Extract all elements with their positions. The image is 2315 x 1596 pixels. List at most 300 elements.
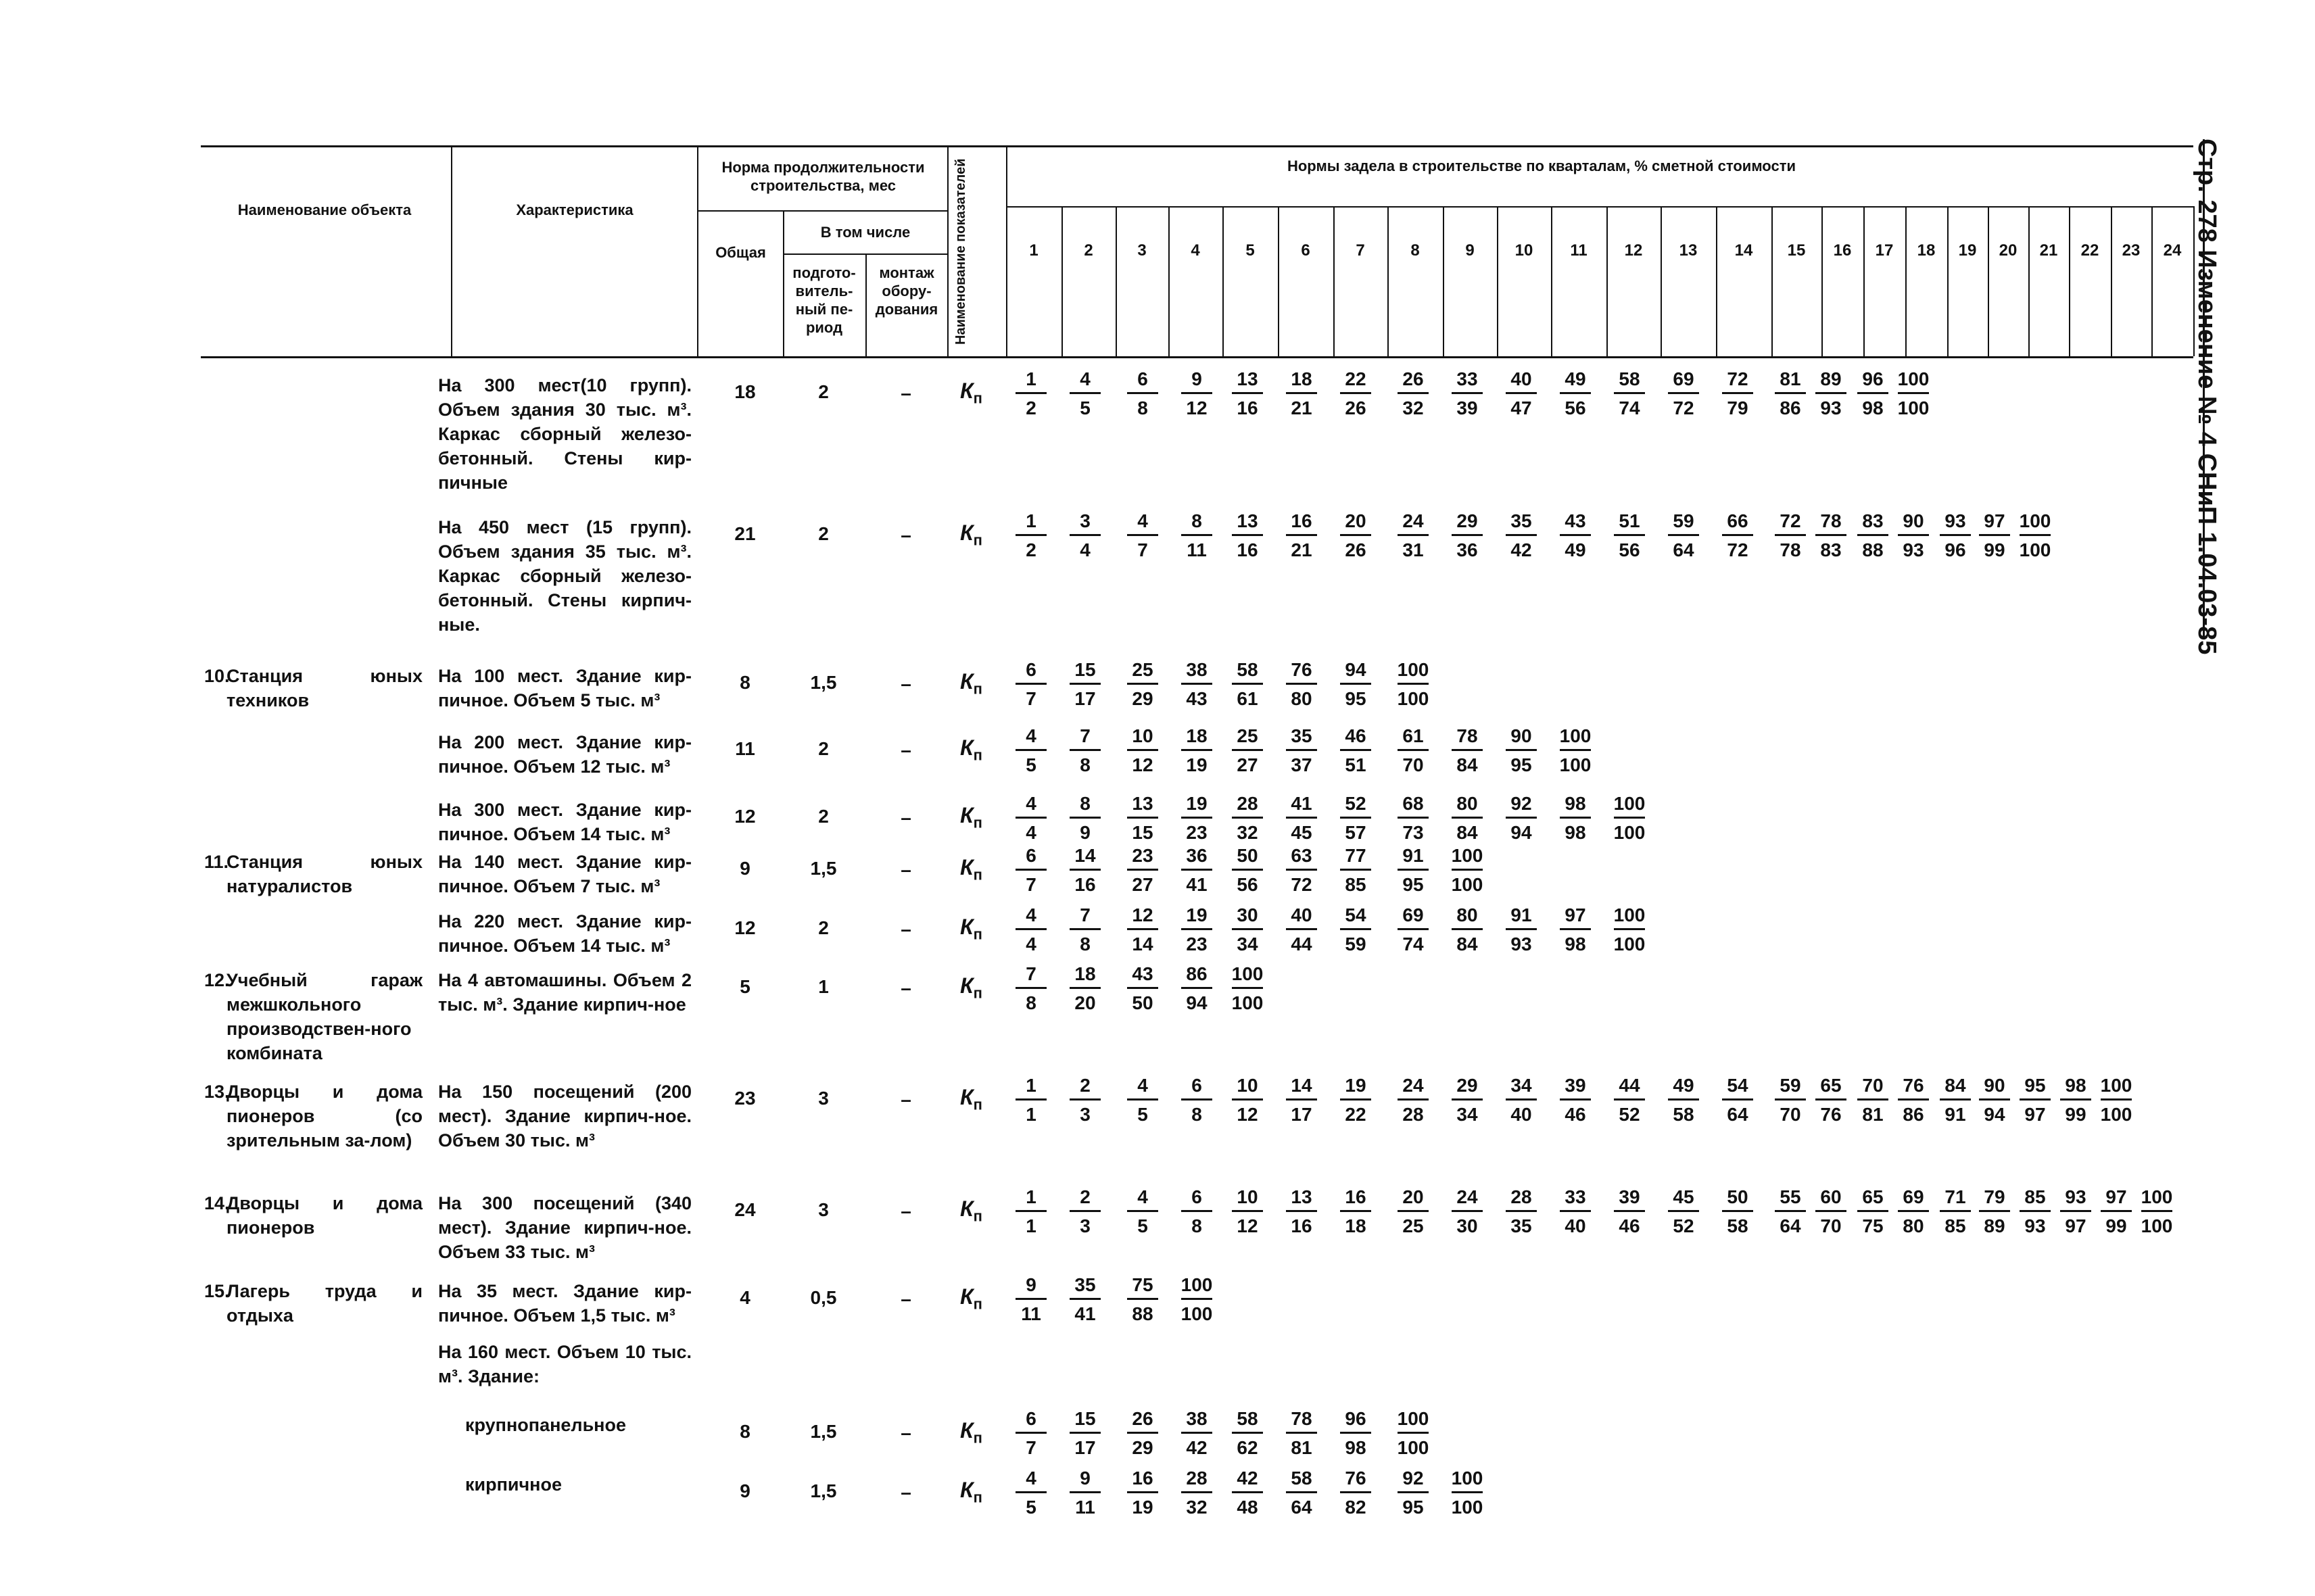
fraction-denominator: 29 bbox=[1132, 688, 1153, 709]
prep-period-value: 2 bbox=[818, 523, 829, 544]
fraction-numerator: 26 bbox=[1402, 368, 1424, 389]
fraction-denominator: 40 bbox=[1510, 1104, 1532, 1125]
fraction-denominator: 88 bbox=[1862, 539, 1884, 560]
col-rule-2 bbox=[697, 145, 698, 356]
backlog-fraction bbox=[1222, 368, 1272, 420]
fraction-bar bbox=[1506, 1210, 1537, 1212]
fraction-bar bbox=[1340, 869, 1371, 871]
fraction-numerator: 20 bbox=[1345, 510, 1366, 531]
fraction-denominator: 46 bbox=[1619, 1215, 1640, 1236]
fraction-bar bbox=[1452, 928, 1483, 930]
fraction-denominator: 9 bbox=[1080, 822, 1091, 843]
fraction-bar bbox=[1232, 1432, 1263, 1434]
fraction-bar bbox=[1815, 392, 1846, 394]
duration-total: 12 bbox=[734, 917, 756, 938]
fraction-bar bbox=[1560, 928, 1591, 930]
fraction-numerator: 49 bbox=[1565, 368, 1586, 389]
backlog-fraction bbox=[1060, 1186, 1110, 1238]
fraction-numerator: 97 bbox=[1984, 510, 2005, 531]
fraction-numerator: 90 bbox=[1903, 510, 1924, 531]
fraction-numerator: 4 bbox=[1080, 368, 1091, 389]
indicator-kp bbox=[960, 1085, 982, 1113]
fraction-bar bbox=[1016, 1491, 1047, 1493]
duration-total: 9 bbox=[740, 1480, 750, 1501]
fraction-numerator: 58 bbox=[1237, 659, 1258, 680]
fraction-numerator: 13 bbox=[1237, 510, 1258, 531]
fraction-numerator: 97 bbox=[1565, 904, 1586, 925]
fraction-numerator: 6 bbox=[1191, 1186, 1202, 1207]
backlog-fraction bbox=[1550, 1074, 1600, 1126]
fraction-numerator: 59 bbox=[1673, 510, 1694, 531]
fraction-bar bbox=[1070, 1210, 1101, 1212]
fraction-denominator: 84 bbox=[1456, 754, 1478, 775]
backlog-fraction bbox=[1222, 658, 1272, 710]
fraction-numerator: 9 bbox=[1080, 1468, 1091, 1489]
fraction-denominator: 29 bbox=[1132, 1437, 1153, 1458]
fraction-denominator: 41 bbox=[1074, 1303, 1096, 1324]
backlog-fraction bbox=[1060, 725, 1110, 777]
fraction-numerator: 58 bbox=[1291, 1468, 1312, 1489]
backlog-fraction bbox=[2010, 510, 2060, 562]
indicator-kp bbox=[960, 855, 982, 884]
fraction-denominator: 8 bbox=[1191, 1215, 1202, 1236]
fraction-numerator: 90 bbox=[1510, 725, 1532, 746]
fraction-denominator: 95 bbox=[1510, 754, 1532, 775]
fraction-numerator: 36 bbox=[1186, 845, 1208, 866]
fraction-bar bbox=[1560, 749, 1591, 751]
fraction-bar bbox=[1940, 534, 1971, 536]
fraction-numerator: 33 bbox=[1456, 368, 1478, 389]
fraction-bar bbox=[1016, 1432, 1047, 1434]
backlog-fraction bbox=[1222, 510, 1272, 562]
duration-total: 18 bbox=[734, 381, 756, 402]
fraction-numerator: 45 bbox=[1673, 1186, 1694, 1207]
fraction-bar bbox=[1614, 534, 1645, 536]
backlog-fraction bbox=[1172, 792, 1222, 844]
characteristic-text: На 300 мест(10 групп). Объем здания 30 тыс. м³. Каркас сборный железо-бетонный. Стены кир-пичные bbox=[438, 375, 692, 493]
fraction-denominator: 62 bbox=[1237, 1437, 1258, 1458]
backlog-fraction bbox=[1496, 725, 1546, 777]
fraction-numerator: 51 bbox=[1619, 510, 1640, 531]
fraction-numerator: 68 bbox=[1402, 793, 1424, 814]
fraction-numerator: 6 bbox=[1026, 845, 1036, 866]
fraction-bar bbox=[2101, 1098, 2132, 1101]
backlog-fraction bbox=[1388, 1407, 1438, 1459]
backlog-fraction bbox=[1222, 725, 1272, 777]
prep-period-value: 2 bbox=[818, 917, 829, 938]
fraction-bar bbox=[1016, 749, 1047, 751]
quarter-col-rule bbox=[2151, 206, 2153, 356]
fraction-denominator: 12 bbox=[1132, 754, 1153, 775]
object-name: Лагерь труда и отдыха bbox=[226, 1281, 423, 1326]
fraction-numerator: 40 bbox=[1291, 904, 1312, 925]
fraction-denominator: 100 bbox=[1613, 822, 1646, 843]
fraction-bar bbox=[1016, 817, 1047, 819]
fraction-bar bbox=[2060, 1098, 2091, 1101]
fraction-bar bbox=[1452, 817, 1483, 819]
fraction-bar bbox=[1181, 987, 1212, 989]
backlog-fraction bbox=[2091, 1074, 2141, 1126]
indicator-subscript: п bbox=[973, 866, 982, 884]
fraction-numerator: 89 bbox=[1820, 368, 1842, 389]
fraction-denominator: 100 bbox=[1231, 992, 1264, 1013]
fraction-bar bbox=[1506, 749, 1537, 751]
backlog-fraction bbox=[1172, 658, 1222, 710]
fraction-numerator: 4 bbox=[1026, 793, 1036, 814]
equipment-install-value: – bbox=[901, 1482, 911, 1503]
table-header-bottom-rule bbox=[201, 356, 2193, 358]
duration-total: 11 bbox=[735, 738, 755, 759]
fraction-bar bbox=[2141, 1210, 2172, 1212]
fraction-denominator: 52 bbox=[1619, 1104, 1640, 1125]
object-number: 10. bbox=[204, 666, 230, 686]
indicator-letter: К bbox=[960, 1196, 974, 1221]
quarter-col-rule bbox=[1661, 206, 1662, 356]
quarter-col-rule bbox=[1771, 206, 1773, 356]
col-rule-5 bbox=[947, 145, 949, 356]
fraction-numerator: 92 bbox=[1510, 793, 1532, 814]
equipment-install-value: – bbox=[901, 525, 911, 546]
fraction-numerator: 58 bbox=[1619, 368, 1640, 389]
equipment-install-value: – bbox=[901, 1089, 911, 1110]
fraction-denominator: 2 bbox=[1026, 539, 1036, 560]
backlog-fraction bbox=[1496, 792, 1546, 844]
fraction-denominator: 85 bbox=[1345, 874, 1366, 895]
fraction-numerator: 6 bbox=[1026, 659, 1036, 680]
object-number: 14. bbox=[204, 1193, 230, 1213]
fraction-numerator: 24 bbox=[1456, 1186, 1478, 1207]
fraction-denominator: 43 bbox=[1186, 688, 1208, 709]
fraction-bar bbox=[1506, 534, 1537, 536]
quarter-number: 21 bbox=[2039, 241, 2058, 260]
fraction-numerator: 100 bbox=[2019, 510, 2051, 531]
fraction-numerator: 1 bbox=[1026, 368, 1036, 389]
fraction-denominator: 97 bbox=[2024, 1104, 2046, 1125]
fraction-numerator: 8 bbox=[1080, 793, 1091, 814]
header-total: Общая bbox=[715, 244, 766, 261]
quarter-number: 16 bbox=[1833, 241, 1852, 260]
backlog-fraction bbox=[1276, 368, 1327, 420]
fraction-numerator: 16 bbox=[1132, 1468, 1153, 1489]
backlog-fraction bbox=[1118, 1186, 1168, 1238]
fraction-bar bbox=[1560, 817, 1591, 819]
fraction-numerator: 55 bbox=[1780, 1186, 1801, 1207]
backlog-fraction bbox=[1172, 1407, 1222, 1459]
fraction-bar bbox=[1127, 683, 1158, 685]
fraction-denominator: 17 bbox=[1074, 1437, 1096, 1458]
backlog-fraction bbox=[1222, 1407, 1272, 1459]
fraction-bar bbox=[1452, 392, 1483, 394]
quarter-col-rule bbox=[2028, 206, 2030, 356]
backlog-fraction bbox=[1006, 1074, 1056, 1126]
backlog-fraction bbox=[1118, 844, 1168, 896]
backlog-fraction bbox=[1442, 368, 1492, 420]
fraction-denominator: 56 bbox=[1565, 397, 1586, 418]
backlog-fraction bbox=[1006, 658, 1056, 710]
object-name: Дворцы и дома пионеров (со зрительным за-лом) bbox=[226, 1082, 423, 1151]
fraction-numerator: 100 bbox=[2100, 1075, 2132, 1096]
prep-period-value: 1 bbox=[818, 976, 829, 997]
backlog-fraction bbox=[1442, 1186, 1492, 1238]
fraction-denominator: 16 bbox=[1291, 1215, 1312, 1236]
fraction-denominator: 81 bbox=[1291, 1437, 1312, 1458]
fraction-numerator: 4 bbox=[1026, 725, 1036, 746]
fraction-numerator: 91 bbox=[1402, 845, 1424, 866]
fraction-bar bbox=[1506, 1098, 1537, 1101]
fraction-numerator: 25 bbox=[1237, 725, 1258, 746]
fraction-numerator: 7 bbox=[1080, 725, 1091, 746]
fraction-denominator: 17 bbox=[1074, 688, 1096, 709]
fraction-denominator: 100 bbox=[1397, 1437, 1429, 1458]
fraction-numerator: 8 bbox=[1191, 510, 1202, 531]
prep-period-value: 3 bbox=[818, 1199, 829, 1220]
fraction-bar bbox=[1815, 1098, 1846, 1101]
backlog-fraction bbox=[1118, 725, 1168, 777]
backlog-fraction bbox=[1060, 792, 1110, 844]
backlog-fraction bbox=[1276, 1074, 1327, 1126]
header-backlog-norms: Нормы задела в строительстве по кварталам, % сметной стоимости bbox=[1287, 158, 1796, 174]
fraction-denominator: 30 bbox=[1456, 1215, 1478, 1236]
characteristic-text: кирпичное bbox=[465, 1474, 563, 1495]
backlog-fraction bbox=[1496, 510, 1546, 562]
backlog-fraction bbox=[1276, 844, 1327, 896]
fraction-denominator: 89 bbox=[1984, 1215, 2005, 1236]
fraction-numerator: 4 bbox=[1026, 904, 1036, 925]
fraction-denominator: 22 bbox=[1345, 1104, 1366, 1125]
backlog-fraction bbox=[1118, 1274, 1168, 1326]
characteristic-text: На 300 посещений (340 мест). Здание кирпич-ное. Объем 33 тыс. м³ bbox=[438, 1193, 692, 1262]
backlog-fraction bbox=[1118, 510, 1168, 562]
fraction-denominator: 95 bbox=[1345, 688, 1366, 709]
fraction-numerator: 29 bbox=[1456, 1075, 1478, 1096]
quarter-number: 5 bbox=[1245, 241, 1255, 260]
fraction-denominator: 46 bbox=[1565, 1104, 1586, 1125]
fraction-bar bbox=[1340, 1491, 1371, 1493]
fraction-bar bbox=[1815, 534, 1846, 536]
equipment-install-value: – bbox=[901, 1288, 911, 1309]
indicator-subscript: п bbox=[973, 1096, 982, 1113]
backlog-fraction bbox=[1442, 510, 1492, 562]
fraction-numerator: 4 bbox=[1026, 1468, 1036, 1489]
fraction-numerator: 77 bbox=[1345, 845, 1366, 866]
backlog-fraction bbox=[1006, 1186, 1056, 1238]
fraction-bar bbox=[1398, 817, 1429, 819]
backlog-fraction bbox=[1331, 368, 1381, 420]
fraction-bar bbox=[1070, 1432, 1101, 1434]
quarter-number: 17 bbox=[1875, 241, 1894, 260]
fraction-numerator: 16 bbox=[1291, 510, 1312, 531]
fraction-denominator: 86 bbox=[1780, 397, 1801, 418]
fraction-bar bbox=[1181, 749, 1212, 751]
backlog-fraction bbox=[1006, 904, 1056, 956]
fraction-numerator: 1 bbox=[1026, 1186, 1036, 1207]
duration-total: 24 bbox=[734, 1199, 756, 1220]
backlog-fraction bbox=[1550, 1186, 1600, 1238]
backlog-fraction bbox=[1496, 1074, 1546, 1126]
equipment-install-value: – bbox=[901, 383, 911, 404]
fraction-numerator: 54 bbox=[1727, 1075, 1748, 1096]
backlog-fraction bbox=[1604, 904, 1654, 956]
equipment-install-value: – bbox=[901, 673, 911, 694]
indicator-kp bbox=[960, 1284, 982, 1313]
fraction-bar bbox=[1668, 1098, 1699, 1101]
fraction-bar bbox=[1775, 1098, 1806, 1101]
duration-total: 8 bbox=[740, 672, 750, 693]
characteristic-text: На 35 мест. Здание кир-пичное. Объем 1,5 тыс. м³ bbox=[438, 1281, 692, 1326]
backlog-fraction bbox=[1331, 792, 1381, 844]
equipment-install-value: – bbox=[901, 807, 911, 828]
object-name: Станция юных натуралистов bbox=[226, 852, 423, 896]
fraction-numerator: 91 bbox=[1510, 904, 1532, 925]
header-rule-quarters bbox=[1006, 206, 2193, 208]
fraction-numerator: 2 bbox=[1080, 1075, 1091, 1096]
fraction-denominator: 98 bbox=[1345, 1437, 1366, 1458]
fraction-bar bbox=[1898, 1210, 1929, 1212]
backlog-fraction bbox=[1713, 368, 1763, 420]
fraction-denominator: 19 bbox=[1132, 1497, 1153, 1518]
backlog-fraction bbox=[1060, 1407, 1110, 1459]
fraction-denominator: 27 bbox=[1132, 874, 1153, 895]
backlog-fraction bbox=[1331, 1467, 1381, 1519]
fraction-numerator: 76 bbox=[1903, 1075, 1924, 1096]
fraction-denominator: 70 bbox=[1820, 1215, 1842, 1236]
fraction-bar bbox=[1070, 1491, 1101, 1493]
prep-period-value: 1,5 bbox=[810, 1480, 837, 1501]
backlog-fraction bbox=[1388, 1186, 1438, 1238]
fraction-denominator: 58 bbox=[1673, 1104, 1694, 1125]
fraction-numerator: 60 bbox=[1820, 1186, 1842, 1207]
fraction-numerator: 12 bbox=[1132, 904, 1153, 925]
fraction-bar bbox=[1560, 534, 1591, 536]
fraction-denominator: 76 bbox=[1820, 1104, 1842, 1125]
fraction-bar bbox=[1232, 1210, 1263, 1212]
prep-period-value: 2 bbox=[818, 738, 829, 759]
fraction-bar bbox=[1232, 869, 1263, 871]
fraction-bar bbox=[1127, 987, 1158, 989]
indicator-letter: К bbox=[960, 669, 974, 694]
quarter-number: 19 bbox=[1958, 241, 1977, 260]
fraction-numerator: 83 bbox=[1862, 510, 1884, 531]
fraction-denominator: 84 bbox=[1456, 822, 1478, 843]
fraction-denominator: 8 bbox=[1080, 934, 1091, 954]
quarter-col-rule bbox=[1387, 206, 1389, 356]
backlog-fraction bbox=[1118, 963, 1168, 1015]
fraction-bar bbox=[1232, 928, 1263, 930]
backlog-fraction bbox=[1172, 725, 1222, 777]
backlog-fraction bbox=[1442, 904, 1492, 956]
duration-total: 21 bbox=[734, 523, 756, 544]
fraction-bar bbox=[1181, 928, 1212, 930]
fraction-numerator: 86 bbox=[1186, 963, 1208, 984]
fraction-denominator: 91 bbox=[1944, 1104, 1966, 1125]
equipment-install-value: – bbox=[901, 859, 911, 880]
fraction-numerator: 15 bbox=[1074, 659, 1096, 680]
fraction-numerator: 90 bbox=[1984, 1075, 2005, 1096]
fraction-denominator: 35 bbox=[1510, 1215, 1532, 1236]
fraction-numerator: 10 bbox=[1237, 1075, 1258, 1096]
fraction-bar bbox=[1452, 1098, 1483, 1101]
indicator-letter: К bbox=[960, 735, 974, 760]
backlog-fraction bbox=[1006, 510, 1056, 562]
indicator-kp bbox=[960, 521, 982, 549]
fraction-numerator: 39 bbox=[1565, 1075, 1586, 1096]
quarter-number: 24 bbox=[2163, 241, 2182, 260]
fraction-denominator: 23 bbox=[1186, 822, 1208, 843]
fraction-bar bbox=[1979, 1210, 2010, 1212]
backlog-fraction bbox=[1118, 368, 1168, 420]
quarter-number: 6 bbox=[1301, 241, 1310, 260]
backlog-fraction bbox=[1276, 792, 1327, 844]
fraction-denominator: 27 bbox=[1237, 754, 1258, 775]
backlog-fraction bbox=[1388, 904, 1438, 956]
fraction-denominator: 88 bbox=[1132, 1303, 1153, 1324]
fraction-numerator: 35 bbox=[1291, 725, 1312, 746]
prep-period-value: 3 bbox=[818, 1088, 829, 1109]
fraction-numerator: 100 bbox=[2141, 1186, 2173, 1207]
backlog-fraction bbox=[1172, 1274, 1222, 1326]
fraction-numerator: 14 bbox=[1074, 845, 1096, 866]
indicator-kp bbox=[960, 735, 982, 764]
fraction-bar bbox=[1398, 928, 1429, 930]
equipment-install-value: – bbox=[901, 740, 911, 760]
fraction-denominator: 100 bbox=[1613, 934, 1646, 954]
fraction-denominator: 80 bbox=[1291, 688, 1312, 709]
indicator-subscript: п bbox=[973, 984, 982, 1002]
indicator-subscript: п bbox=[973, 814, 982, 831]
fraction-bar bbox=[1614, 817, 1645, 819]
backlog-fraction bbox=[1222, 1186, 1272, 1238]
fraction-numerator: 34 bbox=[1510, 1075, 1532, 1096]
quarter-col-rule bbox=[1443, 206, 1444, 356]
fraction-denominator: 73 bbox=[1402, 822, 1424, 843]
fraction-numerator: 13 bbox=[1291, 1186, 1312, 1207]
fraction-bar bbox=[1898, 1098, 1929, 1101]
fraction-denominator: 31 bbox=[1402, 539, 1424, 560]
characteristic-text: На 300 мест. Здание кир-пичное. Объем 14 тыс. м³ bbox=[438, 800, 692, 844]
fraction-numerator: 54 bbox=[1345, 904, 1366, 925]
indicator-letter: К bbox=[960, 1284, 974, 1309]
backlog-fraction bbox=[1331, 844, 1381, 896]
indicator-subscript: п bbox=[973, 531, 982, 549]
backlog-fraction bbox=[1888, 368, 1938, 420]
backlog-fraction bbox=[1388, 510, 1438, 562]
fraction-bar bbox=[1232, 1491, 1263, 1493]
fraction-bar bbox=[1016, 869, 1047, 871]
fraction-bar bbox=[1181, 1298, 1212, 1300]
fraction-denominator: 94 bbox=[1510, 822, 1532, 843]
fraction-numerator: 38 bbox=[1186, 659, 1208, 680]
fraction-denominator: 5 bbox=[1026, 754, 1036, 775]
quarter-col-rule bbox=[2111, 206, 2112, 356]
backlog-fraction bbox=[1172, 510, 1222, 562]
backlog-fraction bbox=[1276, 1407, 1327, 1459]
backlog-fraction bbox=[1496, 1186, 1546, 1238]
quarter-number: 3 bbox=[1137, 241, 1147, 260]
fraction-bar bbox=[1127, 1432, 1158, 1434]
backlog-fraction bbox=[1172, 844, 1222, 896]
quarter-number: 15 bbox=[1787, 241, 1806, 260]
backlog-fraction bbox=[1331, 1074, 1381, 1126]
indicator-kp bbox=[960, 1478, 982, 1506]
fraction-bar bbox=[1857, 1098, 1888, 1101]
fraction-bar bbox=[1979, 534, 2010, 536]
fraction-bar bbox=[1398, 869, 1429, 871]
fraction-denominator: 5 bbox=[1137, 1215, 1148, 1236]
fraction-numerator: 18 bbox=[1291, 368, 1312, 389]
header-object-name: Наименование объекта bbox=[237, 201, 412, 218]
fraction-bar bbox=[1668, 392, 1699, 394]
fraction-bar bbox=[1286, 928, 1317, 930]
